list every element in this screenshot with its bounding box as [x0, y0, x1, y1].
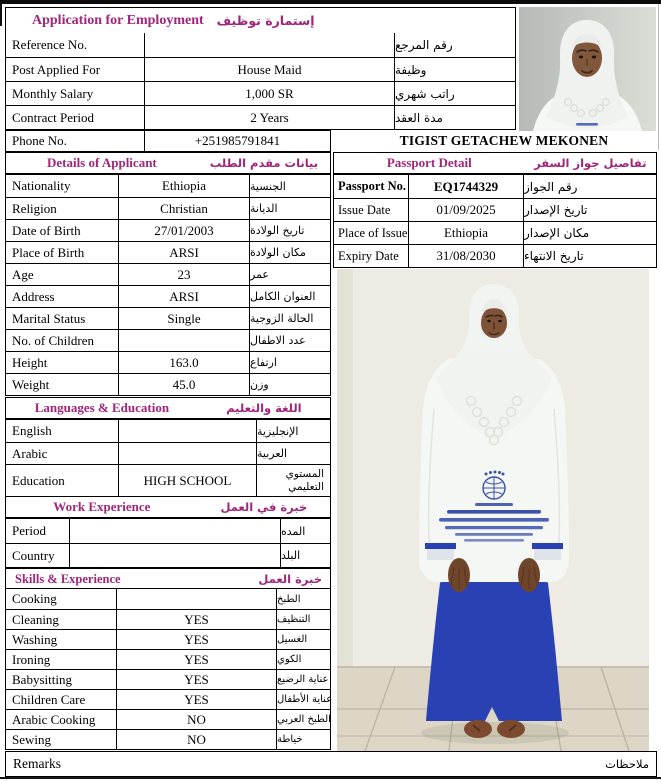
row-issue-date	[334, 198, 656, 221]
full-body-photo-illustration	[337, 269, 649, 751]
field-label-ar: عمر	[249, 264, 329, 285]
field-label: Reference No.	[12, 37, 88, 52]
row-passport-no	[334, 175, 656, 198]
field-value: Ethiopia	[118, 175, 249, 197]
field-value	[118, 443, 256, 464]
row-marital-status	[6, 307, 330, 329]
portrait-photo-illustration	[519, 7, 656, 131]
field-label: Expiry Date	[338, 248, 399, 263]
phone-label: Phone No.	[12, 133, 67, 148]
row-nationality	[6, 175, 330, 197]
field-value: House Maid	[144, 58, 394, 81]
row-religion	[6, 197, 330, 219]
row-period	[6, 519, 330, 543]
row-arabic	[6, 442, 330, 464]
field-label: Period	[12, 523, 46, 538]
field-label: Arabic Cooking	[12, 711, 96, 727]
field-label-ar: وزن	[249, 374, 329, 395]
field-label: Passport No.	[338, 179, 407, 193]
field-label-ar: الحالة الزوجية	[249, 308, 329, 329]
section-title-en: Details of Applicant	[46, 155, 157, 170]
field-value	[118, 420, 256, 442]
section-title-ar: بيانات مقدم الطلب	[209, 156, 319, 170]
section-title-ar: تفاصيل جواز السفر	[534, 156, 647, 170]
form-title-row	[6, 8, 515, 33]
details-section-header	[5, 152, 331, 174]
field-label: Date of Birth	[12, 222, 81, 238]
field-label-ar: رقم المرجع	[394, 33, 514, 57]
field-value: 01/09/2025	[408, 199, 523, 221]
field-label: Address	[12, 288, 55, 304]
field-value: ARSI	[118, 242, 249, 263]
field-label-ar: خياطة	[276, 730, 329, 749]
scan-edge-right	[658, 4, 659, 150]
field-label-ar: عناية الرضيع	[276, 670, 329, 689]
field-value: EQ1744329	[408, 175, 523, 198]
field-value: ARSI	[118, 286, 249, 307]
field-label: Weight	[12, 376, 50, 392]
field-label: Education	[12, 473, 65, 488]
field-value: 45.0	[118, 374, 249, 395]
phone-row	[5, 130, 331, 152]
field-value	[69, 544, 280, 567]
field-label-ar: العنوان الكامل	[249, 286, 329, 307]
field-label-ar: ارتفاع	[249, 352, 329, 373]
field-label-ar: عناية الأطفال	[276, 690, 329, 709]
field-label-ar: العربية	[256, 443, 329, 464]
row-height	[6, 351, 330, 373]
field-value: HIGH SCHOOL	[118, 465, 256, 497]
row-arabic-cooking	[6, 709, 330, 729]
row-post-applied	[6, 57, 515, 81]
field-value: 27/01/2003	[118, 220, 249, 241]
field-label-ar: تاريخ الإصدار	[523, 199, 655, 221]
row-cooking	[6, 589, 330, 609]
form-title-en: Application for Employment	[32, 12, 204, 28]
row-place-of-issue	[334, 221, 656, 244]
scan-edge-top	[0, 0, 661, 4]
scan-edge-left	[0, 4, 2, 26]
row-no-of-children	[6, 329, 330, 351]
section-title-en: Languages & Education	[34, 400, 170, 415]
field-value: Single	[118, 308, 249, 329]
field-label-ar: البلد	[280, 544, 329, 567]
field-label-ar: الطبخ	[276, 589, 329, 609]
field-label: English	[12, 423, 52, 438]
field-label: Country	[12, 547, 55, 563]
field-label: Arabic	[12, 445, 48, 461]
field-label-ar: مكان الولادة	[249, 242, 329, 263]
portrait-photo	[519, 7, 656, 131]
scan-edge-bottom	[0, 777, 661, 779]
field-label-ar: الغسيل	[276, 630, 329, 649]
field-value: Christian	[118, 198, 249, 219]
form-title-ar: إستمارة توظيف	[216, 13, 315, 28]
field-label: Nationality	[12, 178, 71, 193]
field-label-ar: مكان الإصدار	[523, 222, 655, 244]
applicant-name: TIGIST GETACHEW MEKONEN	[399, 133, 609, 148]
field-value: YES	[116, 630, 276, 649]
field-label-ar: الجنسية	[249, 175, 329, 197]
field-label-ar: الطبخ العربي	[276, 710, 329, 729]
field-label-ar: تاريخ الانتهاء	[523, 245, 655, 267]
section-title-en: Skills & Experience	[15, 571, 121, 586]
row-age	[6, 263, 330, 285]
remarks-label-en: Remarks	[13, 756, 61, 771]
field-value: NO	[116, 710, 276, 729]
row-place-of-birth	[6, 241, 330, 263]
field-label-ar: المستوي التعليمي	[256, 465, 329, 497]
field-value: YES	[116, 690, 276, 709]
field-label: Age	[12, 266, 34, 282]
field-label: Marital Status	[12, 310, 86, 326]
field-label: Cleaning	[12, 611, 59, 627]
section-title-ar: اللغة والتعليم	[226, 401, 302, 415]
section-title-en: Passport Detail	[386, 155, 472, 170]
row-education	[6, 464, 330, 497]
field-label: Babysitting	[12, 671, 72, 687]
field-label-ar: الإنجليزية	[256, 420, 329, 442]
field-value: 31/08/2030	[408, 245, 523, 267]
row-sewing	[6, 729, 330, 749]
field-label: Post Applied For	[12, 61, 101, 77]
work-experience-table	[5, 518, 331, 568]
row-weight	[6, 373, 330, 395]
row-english	[6, 420, 330, 442]
field-label: Children Care	[12, 691, 86, 707]
row-address	[6, 285, 330, 307]
field-value	[144, 33, 394, 57]
phone-value: +251985791841	[144, 131, 330, 151]
field-label-ar: الديانة	[249, 198, 329, 219]
field-label: Issue Date	[338, 202, 391, 217]
row-date-of-birth	[6, 219, 330, 241]
field-value: 1,000 SR	[144, 82, 394, 105]
field-value: YES	[116, 610, 276, 629]
row-children-care	[6, 689, 333, 709]
field-label: Cooking	[12, 591, 57, 606]
field-label: Monthly Salary	[12, 85, 94, 101]
field-value: YES	[116, 670, 276, 689]
field-label-ar: مدة العقد	[394, 106, 514, 129]
details-table	[5, 174, 331, 396]
field-label-ar: تاريخ الولادة	[249, 220, 329, 241]
row-ironing	[6, 649, 330, 669]
languages-table	[5, 419, 331, 498]
row-expiry-date	[334, 244, 656, 267]
section-title-ar: خبرة العمل	[258, 572, 322, 586]
passport-table	[333, 174, 657, 268]
field-label-ar: المده	[280, 519, 329, 543]
section-title-ar: خبرة في العمل	[220, 500, 308, 514]
field-label: Religion	[12, 200, 57, 216]
languages-section-header	[5, 397, 331, 419]
field-value: 23	[118, 264, 249, 285]
row-monthly-salary	[6, 81, 515, 105]
field-label: Sewing	[12, 731, 51, 747]
field-label-ar: رقم الجواز	[523, 175, 655, 198]
field-value: YES	[116, 650, 276, 669]
field-label: Contract Period	[12, 109, 94, 125]
field-label: Height	[12, 354, 48, 370]
remarks-row	[5, 751, 657, 777]
employment-header-table	[5, 7, 516, 130]
field-label: No. of Children	[12, 332, 94, 348]
field-label: Ironing	[12, 651, 51, 667]
field-value: 163.0	[118, 352, 249, 373]
remarks-label-ar: ملاحظات	[605, 757, 649, 771]
row-reference-no	[6, 33, 515, 57]
field-label: Place of Issue	[338, 225, 408, 240]
field-label-ar: وظيفة	[394, 58, 514, 81]
field-value: 2 Years	[144, 106, 394, 129]
field-value	[116, 589, 276, 609]
row-babysitting	[6, 669, 330, 689]
skills-section-header	[5, 568, 331, 590]
skills-table	[5, 588, 331, 750]
full-body-photo	[337, 269, 649, 751]
field-label-ar: عدد الاطفال	[249, 330, 329, 351]
row-washing	[6, 629, 330, 649]
field-value: Ethiopia	[408, 222, 523, 244]
field-value	[118, 330, 249, 351]
passport-section-header	[333, 152, 657, 174]
row-contract-period	[6, 105, 515, 129]
row-country	[6, 543, 330, 567]
field-label-ar: الكوي	[276, 650, 329, 669]
field-label-ar: راتب شهري	[394, 82, 514, 105]
field-label: Place of Birth	[12, 244, 85, 260]
row-cleaning	[6, 609, 330, 629]
field-label: Washing	[12, 631, 58, 647]
field-label-ar: التنظيف	[276, 610, 329, 629]
work-experience-section-header	[5, 496, 331, 518]
section-title-en: Work Experience	[53, 499, 151, 514]
field-value	[69, 519, 280, 543]
field-value: NO	[116, 730, 276, 749]
